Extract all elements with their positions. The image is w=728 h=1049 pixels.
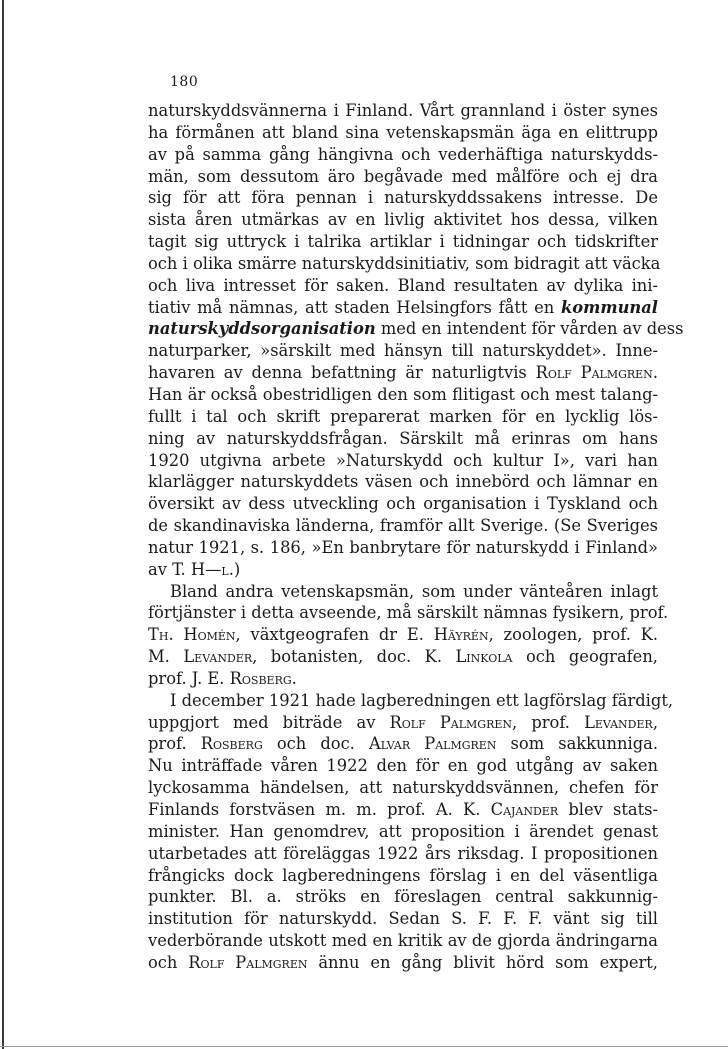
text-line (148, 777, 658, 799)
text-run: sista åren utmärkas av en livlig aktivitet hos dessa, vilken (148, 210, 658, 230)
text-run: av T. H (148, 559, 206, 579)
text-run: ännu en gång blivit hörd som expert, (307, 952, 658, 972)
emphasis-text: naturskyddsorganisation (148, 319, 376, 339)
text-line (148, 952, 658, 974)
text-run: naturparker, »särskilt med hänsyn till naturskyddet». Inne- (148, 341, 658, 361)
text-line (148, 493, 658, 515)
text-line (148, 362, 658, 384)
text-run: 1920 utgivna arbete »Naturskydd och kultur I», vari han (148, 450, 658, 470)
text-run: havaren av denna befattning är naturligtvis (148, 363, 536, 383)
text-line (148, 712, 658, 734)
name-smallcaps: Rolf Palmgren (389, 712, 513, 732)
text-run: ning av naturskyddsfrågan. Särskilt må erinras om hans (148, 428, 658, 448)
text-run: , växtgeografen dr E. (235, 625, 434, 645)
text-line (148, 318, 684, 340)
text-line (148, 275, 658, 297)
name-smallcaps: Rosberg (229, 668, 292, 688)
text-line (148, 144, 658, 166)
text-run: frångicks dock lagberedningens förslag i en del väsentliga (148, 865, 658, 885)
text-run: , botanisten, doc. K. (252, 647, 456, 667)
text-line (148, 821, 658, 843)
name-smallcaps: Rolf Palmgren (188, 952, 308, 972)
text-run: fullt i tal och skrift preparerat marken för en lycklig lös- (148, 406, 658, 426)
text-line (148, 253, 661, 275)
text-run: . (291, 668, 297, 688)
text-run: Finlands forstväsen m. m. prof. A. K. (148, 800, 491, 819)
body-text (148, 100, 684, 974)
text-line (148, 733, 658, 755)
page-left-edge (2, 0, 4, 1049)
text-line (148, 515, 658, 537)
text-run: natur 1921, s. 186, »En banbrytare för naturskydd i Finland» (148, 537, 658, 557)
text-run: klarlägger naturskyddets väsen och innebörd och lämnar en (148, 472, 658, 492)
name-smallcaps: Th. Homén (148, 625, 236, 645)
text-line (148, 340, 658, 362)
text-run: , prof. (512, 712, 585, 732)
text-run: prof. J. E. (148, 668, 230, 688)
text-run: naturskyddsvännerna i Finland. Vårt grannland i öster synes (148, 101, 658, 120)
text-line (148, 122, 658, 144)
text-run: lyckosamma händelsen, att naturskyddsvännen, chefen för (148, 778, 658, 798)
text-run: punkter. Bl. a. ströks en föreslagen central sakkunnig- (148, 887, 658, 907)
text-run: förtjänster i detta avseende, må särskilt nämnas fysikern, prof. (148, 603, 669, 623)
text-line (148, 930, 658, 952)
text-run: tagit sig uttryck i talrika artiklar i tidningar och tidskrifter (148, 232, 658, 252)
text-line (148, 406, 658, 428)
text-run: sig för att föra pennan i naturskyddssakens intresse. De (148, 188, 658, 208)
text-run: , zoologen, prof. K. (488, 625, 658, 645)
text-line (148, 471, 658, 493)
name-smallcaps: Alvar Palmgren (368, 734, 497, 754)
text-line (148, 755, 658, 777)
text-line (148, 886, 658, 908)
text-line (148, 166, 658, 188)
text-run: översikt av dess utveckling och organisation i Tyskland och (148, 494, 658, 514)
text-line (148, 100, 658, 122)
text-run: vederbörande utskott med en kritik av de gjorda ändringarna (148, 931, 658, 951)
text-run: minister. Han genomdrev, att proposition i ärendet genast (148, 821, 658, 841)
text-line (148, 646, 658, 668)
text-line (148, 668, 658, 690)
text-line (148, 384, 658, 406)
text-run: utarbetades att föreläggas 1922 års riksdag. I propositionen (148, 843, 658, 863)
text-run: blev stats- (558, 800, 658, 819)
text-line (148, 450, 658, 472)
text-run: prof. (148, 734, 201, 754)
text-line (148, 865, 658, 887)
text-run: Nu inträffade våren 1922 den för en god utgång av saken (148, 756, 658, 776)
text-line (148, 209, 658, 231)
name-smallcaps: Rolf Palmgren (535, 363, 653, 383)
text-run: och liva intresset för saken. Bland resultaten av dylika ini- (148, 275, 658, 295)
text-run: av på samma gång hängivna och vederhäftiga naturskydds- (148, 144, 658, 164)
text-run: . (652, 363, 658, 383)
text-line (148, 602, 669, 624)
text-run: män, som dessutom äro begåvade med målföre och ej dra (148, 166, 658, 186)
name-smallcaps: Levander (183, 647, 253, 667)
text-run: institution för naturskydd. Sedan S. F. F. F. vänt sig till (148, 909, 658, 929)
text-run: som sakkunniga. (496, 734, 659, 754)
text-run: de skandinaviska länderna, framför allt Sverige. (Se Sveriges (148, 516, 658, 536)
name-smallcaps: Häyrén (433, 625, 489, 645)
text-line (148, 908, 658, 930)
text-run: ha förmånen att bland sina vetenskapsmän äga en elittrupp (148, 122, 658, 142)
page-number: 180 (170, 74, 199, 90)
name-smallcaps: Rosberg (200, 734, 263, 754)
page-bottom-edge (0, 1046, 728, 1047)
text-run: M. (148, 647, 184, 667)
text-line (148, 187, 658, 209)
name-smallcaps: —l. (205, 559, 234, 579)
text-run: och (148, 952, 189, 972)
text-line (148, 428, 658, 450)
text-run: och geografen, (512, 647, 658, 667)
text-line (148, 231, 658, 253)
text-run: och doc. (262, 734, 369, 754)
text-run: Bland andra vetenskapsmän, som under vänteåren inlagt (170, 581, 658, 601)
name-smallcaps: Levander (584, 712, 653, 732)
text-run: Han är också obestridligen den som flitigast och mest talang- (148, 384, 658, 404)
text-line (148, 297, 658, 319)
text-run: uppgjort med biträde av (148, 712, 390, 732)
text-run: tiativ må nämnas, att staden Helsingfors fått en (148, 297, 561, 317)
text-run: , (652, 712, 658, 732)
emphasis-text: kommunal (560, 297, 658, 317)
text-line (148, 559, 658, 581)
text-line (148, 843, 658, 865)
text-run: med en intendent för vården av dess (375, 319, 684, 339)
name-smallcaps: Linkola (455, 647, 513, 667)
text-line (148, 690, 674, 712)
text-line (148, 581, 658, 603)
text-run: ) (233, 559, 241, 579)
name-smallcaps: Cajander (490, 800, 559, 819)
text-run: I december 1921 hade lagberedningen ett lagförslag färdigt, (170, 690, 674, 710)
text-run: och i olika smärre naturskyddsinitiativ, som bidragit att väcka (148, 253, 661, 273)
text-line (148, 624, 658, 646)
text-line (148, 799, 658, 821)
text-line (148, 537, 658, 559)
